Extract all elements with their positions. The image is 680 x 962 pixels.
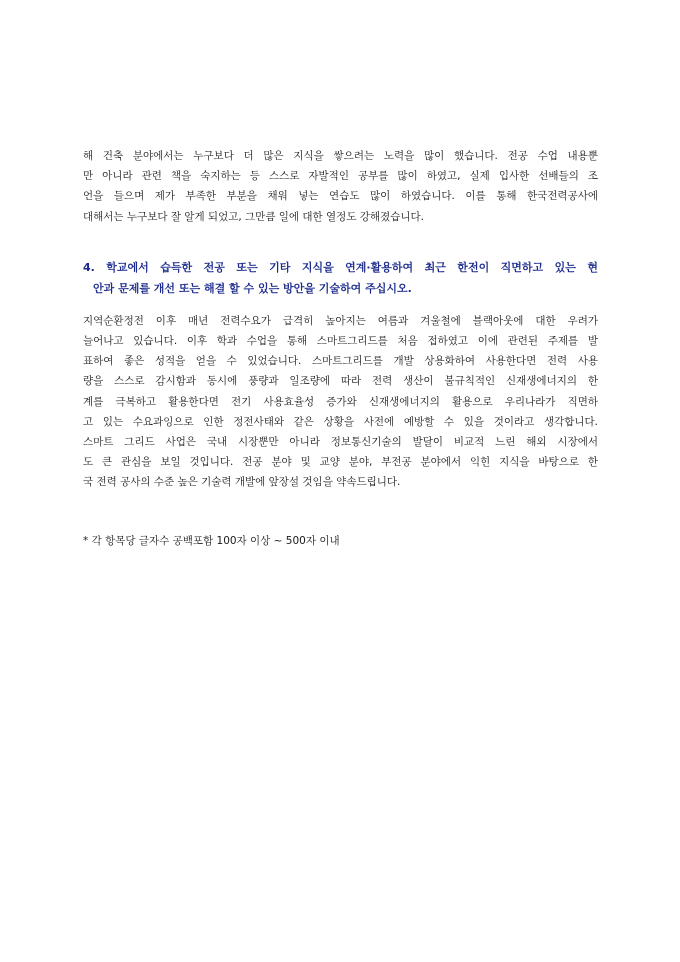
answer-line: 계를 극복하고 활용한다면 전기 사용효율성 증가와 신재생에너지의 활용으로 우리나라가 직면하	[83, 395, 598, 408]
answer-line: 량을 스스로 감시함과 동시에 풍량과 일조량에 따라 전력 생산이 불규칙적인 신재생에너지의 한	[83, 375, 598, 388]
answer-line: 도 큰 관심을 보일 것입니다. 전공 분야 및 교양 분야, 부전공 분야에서 익힌 지식을 바탕으로 한	[83, 456, 598, 469]
document-page	[83, 146, 598, 551]
question-line: 안과 문제를 개선 또는 해결 할 수 있는 방안을 기술하여 주십시오.	[93, 281, 412, 295]
intro-line: 만 아니라 관련 책을 숙지하는 등 스스로 자발적인 공부를 많이 하였고, 실제 입사한 선배들의 조	[83, 170, 598, 183]
answer-line: 늘어나고 있습니다. 이후 학과 수업을 통해 스마트그리드를 처음 접하였고 이에 관련된 주제를 발	[83, 335, 598, 348]
question-heading	[83, 257, 598, 299]
intro-line: 해 건축 분야에서는 누구보다 더 많은 지식을 쌓으려는 노력을 많이 했습니다. 전공 수업 내용뿐	[83, 150, 598, 162]
answer-line: 스마트 그리드 사업은 국내 시장뿐만 아니라 정보통신기술의 발달이 비교적 느린 해외 시장에서	[83, 436, 598, 449]
answer-line: 지역순환정전 이후 매년 전력수요가 급격히 높아지는 여름과 겨울철에 블랙아웃에 대한 우려가	[83, 314, 598, 327]
answer-line: 국 전력 공사의 수준 높은 기술력 개발에 앞장설 것임을 약속드립니다.	[83, 476, 401, 489]
answer-paragraph	[83, 311, 598, 493]
answer-line: 표하여 좋은 성적을 얻을 수 있었습니다. 스마트그리드를 개발 상용화하여 사용한다면 전력 사용	[83, 355, 598, 368]
footnote: * 각 항목당 글자수 공백포함 100자 이상 ~ 500자 이내	[83, 534, 340, 547]
intro-line: 언을 들으며 제가 부족한 부분을 채워 넣는 연습도 많이 하였습니다. 이를 통해 한국전력공사에	[83, 190, 598, 203]
answer-line: 고 있는 수요과잉으로 인한 정전사태와 같은 상황을 사전에 예방할 수 있을 것이라고 생각합니다.	[83, 415, 598, 428]
intro-line: 대해서는 누구보다 잘 알게 되었고, 그만큼 일에 대한 열정도 강해졌습니다.	[83, 210, 425, 223]
question-line: 4. 학교에서 습득한 전공 또는 기타 지식을 연계·활용하여 최근 한전이 직면하고 있는 현	[83, 260, 598, 274]
intro-paragraph	[83, 146, 598, 227]
